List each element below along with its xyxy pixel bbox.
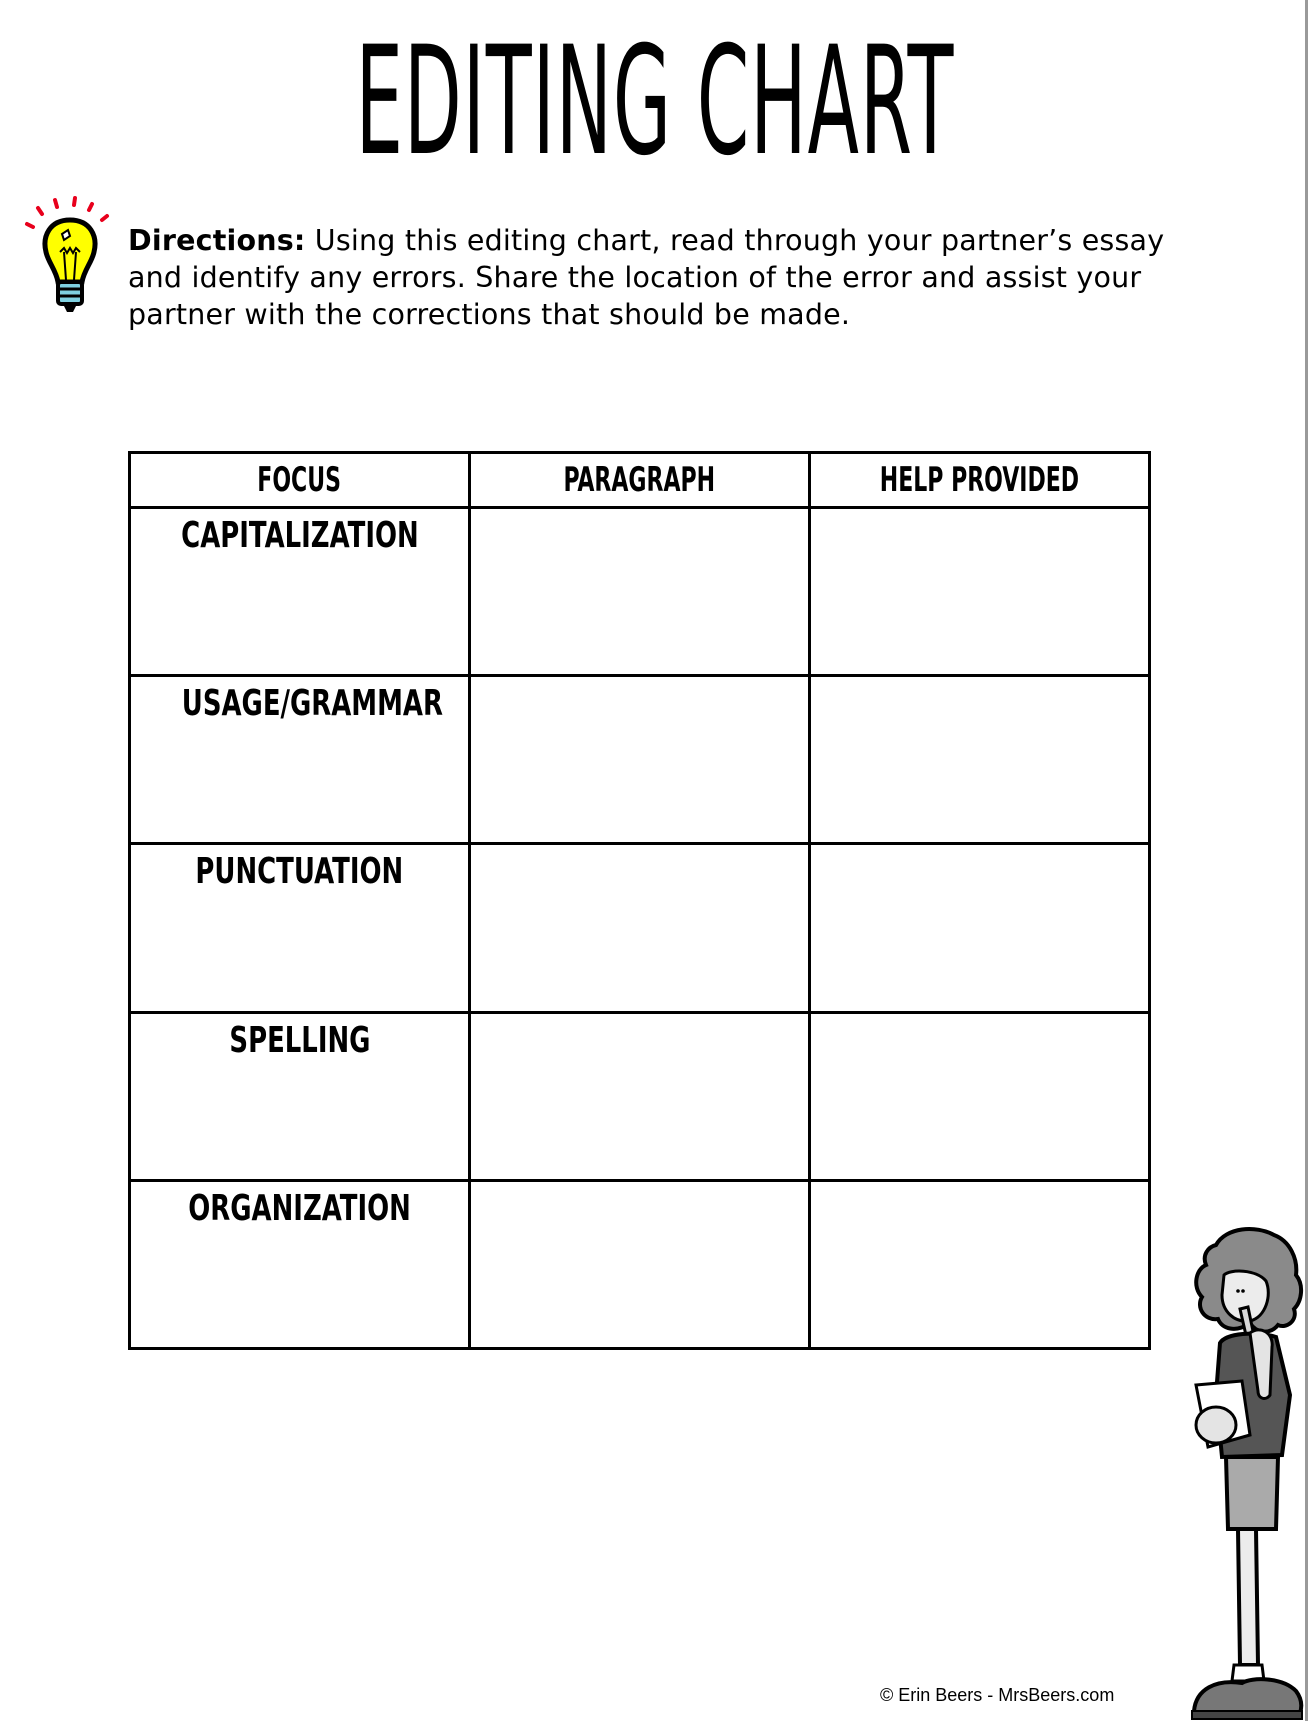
directions-text bbox=[128, 222, 1208, 333]
table-row bbox=[130, 508, 1150, 676]
light-bulb-icon bbox=[20, 190, 120, 320]
focus-label: CAPITALIZATION bbox=[180, 515, 419, 556]
copyright-footer: © Erin Beers - MrsBeers.com bbox=[880, 1685, 1115, 1705]
directions-label: Directions: bbox=[128, 224, 306, 257]
editing-chart-table bbox=[128, 451, 1151, 1350]
focus-label: USAGE/GRAMMAR bbox=[181, 683, 443, 725]
directions-body: Using this editing chart, read through your partner’s essay and identify any errors. Share the location of the error and assist your partner with the corrections that should be made. bbox=[128, 224, 1165, 331]
paragraph-cell[interactable] bbox=[470, 676, 810, 844]
table-header-row bbox=[130, 453, 1150, 508]
focus-cell bbox=[130, 676, 470, 844]
focus-cell bbox=[130, 1180, 470, 1348]
header-help-provided: HELP PROVIDED bbox=[810, 453, 1150, 508]
help-provided-cell[interactable] bbox=[810, 508, 1150, 676]
student-reading-illustration bbox=[1186, 1225, 1308, 1721]
help-provided-cell[interactable] bbox=[810, 676, 1150, 844]
paragraph-cell[interactable] bbox=[470, 1180, 810, 1348]
table-row bbox=[130, 844, 1150, 1012]
paragraph-cell[interactable] bbox=[470, 1012, 810, 1180]
focus-cell bbox=[130, 508, 470, 676]
header-focus: FOCUS bbox=[130, 453, 470, 508]
table-row bbox=[130, 676, 1150, 844]
page-title: EDITING CHART bbox=[355, 15, 955, 189]
paragraph-cell[interactable] bbox=[470, 508, 810, 676]
help-provided-cell[interactable] bbox=[810, 1012, 1150, 1180]
header-paragraph: PARAGRAPH bbox=[470, 453, 810, 508]
focus-cell bbox=[130, 1012, 470, 1180]
focus-label: SPELLING bbox=[228, 1019, 371, 1061]
table-row bbox=[130, 1180, 1150, 1348]
table-row bbox=[130, 1012, 1150, 1180]
focus-label: PUNCTUATION bbox=[195, 851, 404, 893]
focus-cell bbox=[130, 844, 470, 1012]
help-provided-cell[interactable] bbox=[810, 1180, 1150, 1348]
help-provided-cell[interactable] bbox=[810, 844, 1150, 1012]
paragraph-cell[interactable] bbox=[470, 844, 810, 1012]
focus-label: ORGANIZATION bbox=[188, 1187, 411, 1229]
